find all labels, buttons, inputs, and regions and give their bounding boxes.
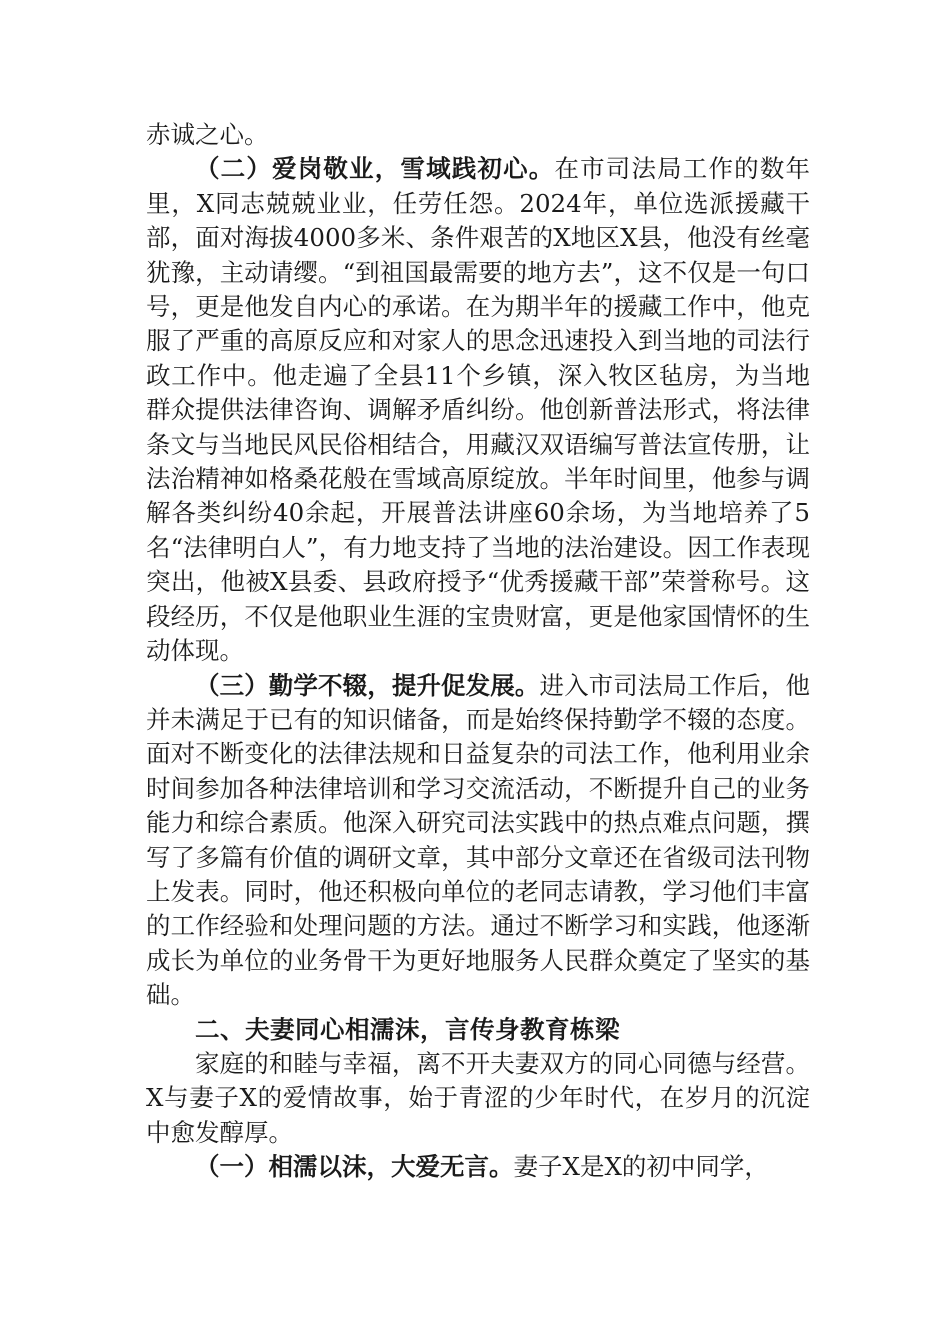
section-4-title: （一）相濡以沫，大爱无言。 <box>195 1152 514 1182</box>
paragraph-continuation: 赤诚之心。 <box>146 120 269 149</box>
paragraph-section-2 <box>146 152 810 668</box>
paragraph-family-intro: 家庭的和睦与幸福，离不开夫妻双方的同心同德与经营。X与妻子X的爱情故事，始于青涩的少年时代，在岁月的沉淀中愈发醇厚。 <box>146 1048 810 1147</box>
section-4-body: 妻子X是X的初中同学， <box>513 1152 769 1182</box>
section-2-title: （二）爱岗敬业，雪域践初心。 <box>195 154 555 184</box>
chapter-heading-2: 二、夫妻同心相濡沫，言传身教育栋梁 <box>195 1014 620 1044</box>
section-3-title: （三）勤学不辍，提升促发展。 <box>195 670 540 700</box>
document-page <box>146 118 810 1185</box>
section-2-body: 在市司法局工作的数年里，X同志兢兢业业，任劳任怨。2024年，单位选派援藏干部，面对海拔4000多米、条件艰苦的X地区X县，他没有丝毫犹豫，主动请缨。“到祖国最需要的地方去”，这不仅是一句口号，更是他发自内心的承诺。在为期半年的援藏工作中，他克服了严重的高原反应和对家人的思念迅速投入到当地的司法行政工作中。他走遍了全县11个乡镇，深入牧区毡房，为当地群众提供法律咨询、调解矛盾纠纷。他创新普法形式，将法律条文与当地民风民俗相结合，用藏汉双语编写普法宣传册，让法治精神如格桑花般在雪域高原绽放。半年时间里，他参与调解各类纠纷40余起，开展普法讲座60余场，为当地培养了5名“法律明白人”，有力地支持了当地的法治建设。因工作表现突出，他被X县委、县政府授予“优秀援藏干部”荣誉称号。这段经历，不仅是他职业生涯的宝贵财富，更是他家国情怀的生动体现。 <box>146 154 811 666</box>
paragraph-section-4 <box>146 1150 810 1184</box>
section-3-body: 进入市司法局工作后，他并未满足于已有的知识储备，而是始终保持勤学不辍的态度。面对不断变化的法律法规和日益复杂的司法工作，他利用业余时间参加各种法律培训和学习交流活动，不断提升自己的业务能力和综合素质。他深入研究司法实践中的热点难点问题，撰写了多篇有价值的调研文章，其中部分文章还在省级司法刊物上发表。同时，他还积极向单位的老同志请教，学习他们丰富的工作经验和处理问题的方法。通过不断学习和实践，他逐渐成长为单位的业务骨干为更好地服务人民群众奠定了坚实的基础。 <box>146 670 811 1010</box>
paragraph-section-3 <box>146 669 810 1013</box>
